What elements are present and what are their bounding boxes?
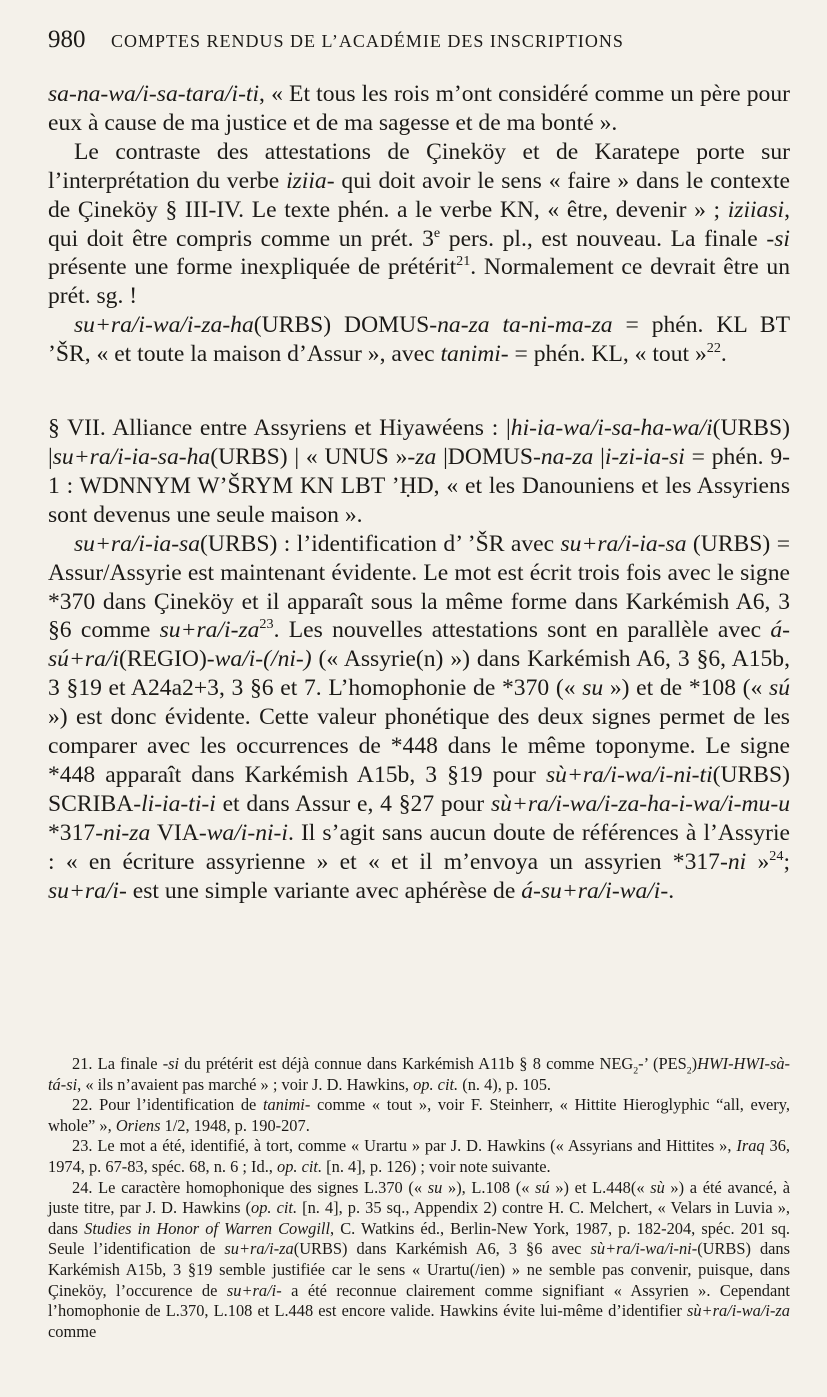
text-span: »), L.108 (« <box>442 1177 536 1197</box>
text-span: . Il s’agit sans aucun doute de références à l’Assyrie : « en écriture assyrienne » et « et il m’envoya un assyrien *317- <box>48 819 790 875</box>
text-span: (REGIO)- <box>119 646 215 673</box>
text-span: (« Assyrie(n) ») dans Karkémish A6, 3 §6, A15b, 3 §19 et A24a2+3, 3 §6 et 7. L’homophonie de *370 (« <box>48 646 790 702</box>
italic-term: li-ia-ti-i <box>141 790 216 817</box>
footnote <box>48 1178 790 1343</box>
text-span: , « Et tous les rois m’ont considéré comme un père pour eux à cause de ma justice et de ma sagesse et de ma bonté ». <box>48 81 790 136</box>
text-span: (URBS) DOMUS- <box>253 312 438 339</box>
text-span: (n. 4), p. 105. <box>458 1074 552 1094</box>
text-span: » <box>746 848 770 875</box>
italic-term: Iraq <box>736 1136 765 1156</box>
text-span: [n. 4], p. 35 sq., Appendix 2) contre H. C. Melchert, « Velars in Luvia », dans <box>48 1198 790 1238</box>
italic-term: na-za ta-ni-ma-za <box>437 312 613 339</box>
footnote <box>48 1054 790 1095</box>
text-span: § VII. Alliance entre Assyriens et Hiyawéens : | <box>48 415 511 442</box>
italic-term: sù+ra/i-wa/i-ni-ti <box>545 761 713 788</box>
italic-term: -si <box>162 1054 180 1073</box>
text-span: , C. Watkins éd., Berlin-New York, 1987, p. 182-204, spéc. 201 sq. Seule l’identification de <box>48 1218 790 1259</box>
italic-term: HWI-HWI-sà-tá-si <box>48 1054 790 1094</box>
italic-term: sú <box>769 675 790 702</box>
italic-term: su+ra/i- <box>226 1280 282 1300</box>
text-span: a été reconnue clairement comme signifiant « Assyrien ». Cependant l’homophonie de L.370, L.108 et L.448 est encore valide. Hawkins évite lui-même d’identifier <box>48 1280 790 1321</box>
text-span: pers. pl., est nouveau. La finale <box>440 225 767 252</box>
text-span: (URBS) | « UNUS »- <box>210 443 416 470</box>
italic-term: sa-na-wa/i-sa-tara/i-ti <box>48 81 260 107</box>
running-title: COMPTES RENDUS DE L’ACADÉMIE DES INSCRIPTIONS <box>111 31 624 51</box>
italic-term: su+ra/i-za <box>159 617 260 644</box>
text-span: (URBS) dans Karkémish A15b, 3 §19 semble justifiée car le sens « Urartu(/ien) » ne semble pas convenir, puisque, dans Çineköy, l’occurence de <box>48 1239 790 1300</box>
text-span: ») et L.448(« <box>549 1177 651 1197</box>
italic-term: su+ra/i- <box>48 877 127 904</box>
text-span: . Les nouvelles attestations sont en parallèle avec <box>273 617 771 644</box>
text-span: 22. Pour l’identification de <box>72 1095 263 1115</box>
text-span: comme « tout », voir F. Steinherr, « Hittite Hieroglyphic “all, every, whole” », <box>48 1095 790 1135</box>
text-span: 24. Le caractère homophonique des signes L.370 (« <box>72 1177 428 1197</box>
text-span: 21. La finale <box>72 1054 163 1073</box>
italic-term: -si <box>766 225 790 252</box>
text-span: . <box>668 877 675 904</box>
text-span: VIA- <box>150 819 207 846</box>
italic-term: za <box>415 443 437 470</box>
text-span: ») a été avancé, à juste titre, par J. D. Hawkins ( <box>48 1177 790 1218</box>
text-span: (URBS) = Assur/Assyrie est maintenant évidente. Le mot est écrit trois fois avec le signe *370 dans Çineköy et il apparaît sous la même forme dans Karkémish A6, 3 §6 comme <box>48 530 790 644</box>
text-span: ; <box>783 848 790 875</box>
page-number: 980 <box>48 26 86 53</box>
footnote-ref: 23 <box>259 616 274 633</box>
text-span: du prétérit est déjà connue dans Karkémish A11b § 8 comme NEG <box>179 1054 634 1073</box>
text-span: = phén. KL, « tout » <box>508 341 707 368</box>
italic-term: wa/i-ni-i <box>206 819 288 846</box>
text-span: = phén. 9-1 : WDNNYM W’ŠRYM KN LBT ’ḤD, « et les Danouniens et les Assyriens sont devenus une seule maison ». <box>48 443 790 528</box>
paragraph <box>48 80 790 138</box>
italic-term: á-su+ra/i-wa/i- <box>521 877 669 904</box>
main-text <box>48 80 790 905</box>
paragraph <box>48 138 790 311</box>
text-span: 36, 1974, p. 67-83, spéc. 68, n. 6 ; Id., <box>48 1136 790 1176</box>
paragraph <box>48 311 790 369</box>
text-span: présente une forme inexpliquée de prétérit <box>48 254 457 281</box>
text-span: Le contraste des attestations de Çineköy et de Karatepe porte sur l’interprétation du verbe <box>48 138 790 194</box>
text-span: , qui doit être compris comme un prét. 3 <box>48 196 790 252</box>
italic-term: Studies in Honor of Warren Cowgill <box>84 1218 331 1238</box>
subscript: 2 <box>633 1065 639 1077</box>
footnote <box>48 1136 790 1177</box>
text-span: 1/2, 1948, p. 190-207. <box>160 1115 310 1135</box>
text-span: (URBS) dans Karkémish A6, 3 §6 avec <box>293 1239 591 1259</box>
italic-term: tanimi- <box>440 341 509 368</box>
italic-term: Oriens <box>115 1115 161 1135</box>
text-span: qui doit avoir le sens « faire » dans le contexte de Çineköy § III-IV. Le texte phén. a le verbe KN, « être, devenir » ; <box>48 167 790 223</box>
text-span: ») et de *108 (« <box>603 675 770 702</box>
italic-term: su+ra/i-ia-sa-ha <box>52 443 211 470</box>
italic-term: tanimi- <box>262 1095 311 1115</box>
text-span: -’ (PES <box>638 1054 687 1073</box>
text-span: 23. Le mot a été, identifié, à tort, comme « Urartu » par J. D. Hawkins (« Assyrians and Hittites », <box>72 1136 737 1156</box>
text-span: . Normalement ce devrait être un prét. sg. ! <box>48 254 790 310</box>
italic-term: iziia- <box>286 167 335 194</box>
italic-term: ni <box>727 848 747 875</box>
italic-term: i-zi-ia-si <box>604 443 685 470</box>
text-span: et dans Assur e, 4 §27 pour <box>215 790 491 817</box>
text-span: |DOMUS- <box>436 443 541 470</box>
footnote-ref: e <box>433 224 441 241</box>
subscript: 2 <box>686 1065 692 1077</box>
italic-term: op. cit. <box>277 1156 323 1176</box>
running-head <box>48 26 788 54</box>
footnote-ref: 22 <box>706 340 721 357</box>
italic-term: na-za <box>540 443 594 470</box>
text-span: . <box>720 341 727 368</box>
text-span: , « ils n’avaient pas marché » ; voir J. D. Hawkins, <box>77 1074 414 1094</box>
footnote-ref: 21 <box>456 253 471 270</box>
text-span: ) <box>691 1054 698 1073</box>
italic-term: sú <box>535 1177 550 1197</box>
text-span: [n. 4], p. 126) ; voir note suivante. <box>322 1156 551 1176</box>
italic-term: á-sú+ra/i <box>48 617 790 673</box>
italic-term: su+ra/i-ia-sa <box>560 530 687 557</box>
italic-term: su+ra/i-za <box>224 1239 294 1259</box>
italic-term: op. cit. <box>251 1198 298 1218</box>
italic-term: sù+ra/i-wa/i-ni- <box>590 1239 698 1259</box>
italic-term: hi-ia-wa/i-sa-ha-wa/i <box>510 415 713 442</box>
footnote-ref: 24 <box>769 847 784 864</box>
text-span: = phén. KL BT ’ŠR, « et toute la maison d’Assur », avec <box>48 312 790 368</box>
italic-term: su+ra/i-ia-sa <box>74 530 201 557</box>
footnotes <box>48 1054 790 1342</box>
text-span: est une simple variante avec aphérèse de <box>126 877 522 904</box>
text-span: (URBS) : l’identification d’ ’ŠR avec <box>200 530 561 557</box>
italic-term: wa/i-(/ni-) <box>214 646 312 673</box>
text-span: | <box>593 443 605 470</box>
italic-term: sù+ra/i-wa/i-za-ha-i-wa/i-mu-u <box>490 790 790 817</box>
italic-term: ni-za <box>103 819 151 846</box>
paragraph <box>48 530 790 906</box>
italic-term: su+ra/i-wa/i-za-ha <box>74 312 254 339</box>
italic-term: iziiasi <box>727 196 785 223</box>
italic-term: sù <box>650 1177 665 1197</box>
text-span: (URBS) | <box>48 415 790 470</box>
italic-term: sù+ra/i-wa/i-za <box>686 1301 790 1321</box>
text-span: (URBS) SCRIBA- <box>48 761 790 817</box>
italic-term: su <box>427 1177 443 1197</box>
text-span: ») est donc évidente. Cette valeur phonétique des deux signes permet de les comparer avec les occurrences de *448 dans le même toponyme. Le signe *448 apparaît dans Karkémish A15b, 3 §19 pour <box>48 704 790 788</box>
text-span: *317- <box>48 819 104 846</box>
paragraph <box>48 414 790 530</box>
text-span: comme <box>48 1321 97 1341</box>
italic-term: su <box>582 675 604 702</box>
italic-term: op. cit. <box>413 1074 459 1094</box>
footnote <box>48 1095 790 1136</box>
